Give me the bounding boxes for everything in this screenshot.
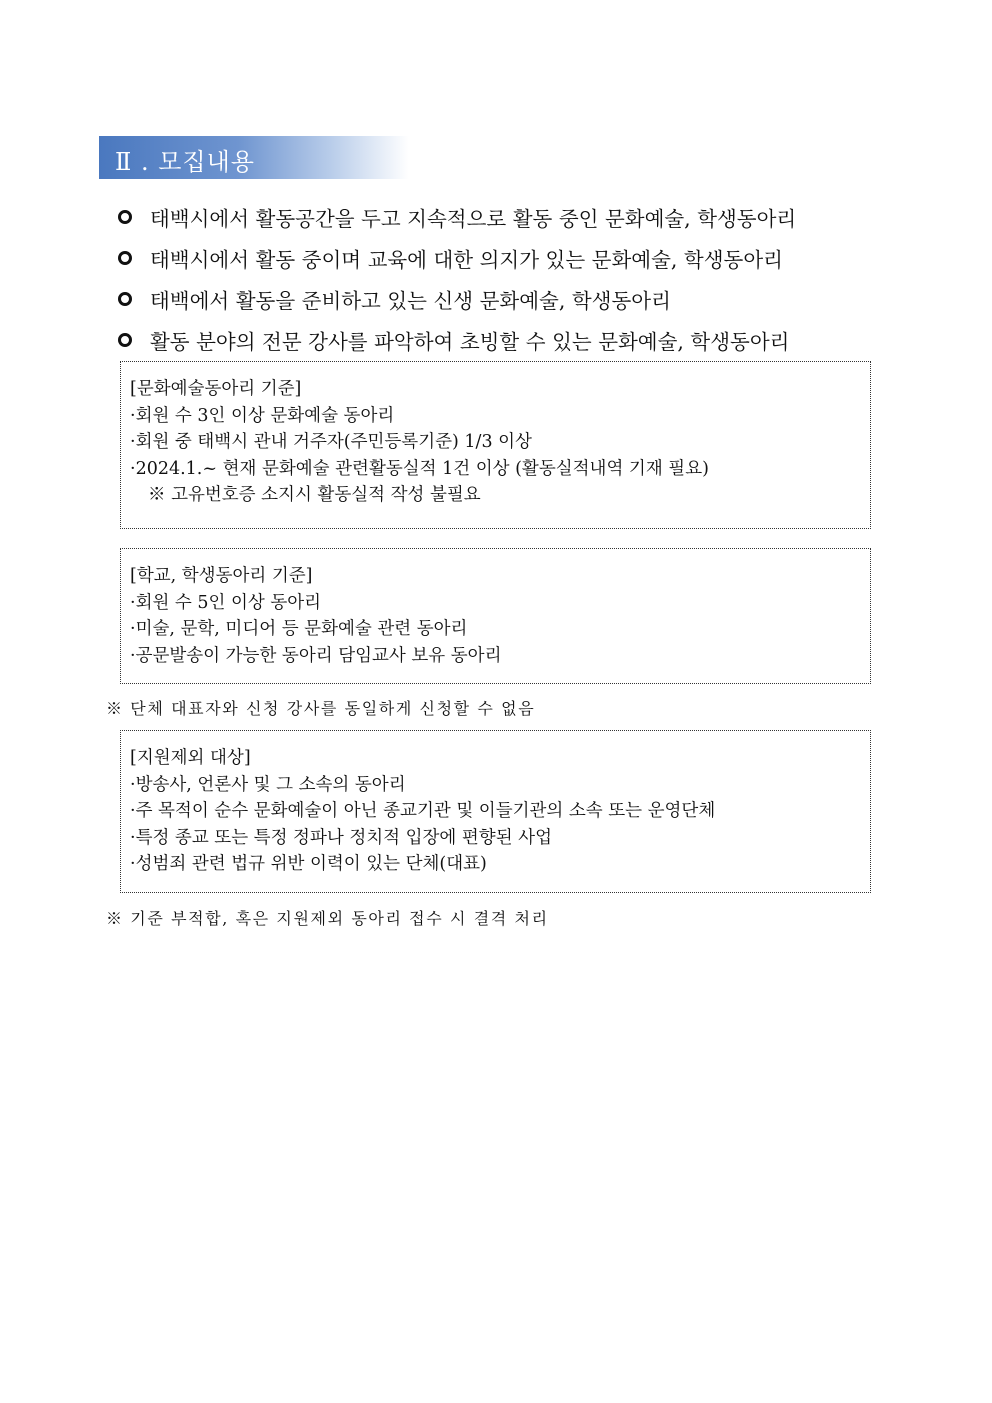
- bullet-text: 태백시에서 활동 중이며 교육에 대한 의지가 있는 문화예술, 학생동아리: [150, 247, 783, 272]
- bullet-text: 태백에서 활동을 준비하고 있는 신생 문화예술, 학생동아리: [150, 288, 671, 313]
- school-club-criteria-box: [120, 548, 871, 684]
- circle-bullet-icon: [118, 210, 132, 224]
- circle-bullet-icon: [118, 251, 132, 265]
- circle-bullet-icon: [118, 292, 132, 306]
- box-title: [지원제외 대상]: [130, 748, 251, 768]
- bullet-item: [118, 237, 878, 278]
- bullet-text: 태백시에서 활동공간을 두고 지속적으로 활동 중인 문화예술, 학생동아리: [150, 206, 797, 231]
- excluded-item: ·주 목적이 순수 문화예술이 아닌 종교기관 및 이들기관의 소속 또는 운영단체: [130, 801, 716, 821]
- box-title: [학교, 학생동아리 기준]: [130, 566, 313, 586]
- excluded-item: ·성범죄 관련 법규 위반 이력이 있는 단체(대표): [130, 854, 487, 874]
- box-title: [문화예술동아리 기준]: [130, 379, 302, 399]
- criteria-item: ·회원 중 태백시 관내 거주자(주민등록기준) 1/3 이상: [130, 432, 532, 452]
- excluded-item: ·특정 종교 또는 특정 정파나 정치적 입장에 편향된 사업: [130, 827, 552, 848]
- bullet-item: [118, 278, 878, 319]
- criteria-item: ·미술, 문학, 미디어 등 문화예술 관련 동아리: [130, 619, 468, 639]
- circle-bullet-icon: [118, 333, 132, 347]
- criteria-item: ·2024.1.~ 현재 문화예술 관련활동실적 1건 이상 (활동실적내역 기재 필요): [130, 458, 709, 479]
- section-header: [99, 136, 409, 179]
- bullet-text: 활동 분야의 전문 강사를 파악하여 초빙할 수 있는 문화예술, 학생동아리: [150, 329, 790, 354]
- excluded-item: ·방송사, 언론사 및 그 소속의 동아리: [130, 774, 406, 795]
- disqualification-note: ※ 기준 부적합, 혹은 지원제외 동아리 접수 시 결격 처리: [106, 909, 549, 928]
- criteria-item: ·회원 수 3인 이상 문화예술 동아리: [130, 405, 395, 426]
- section-title: Ⅱ . 모집내용: [115, 148, 255, 176]
- criteria-subnote: ※ 고유번호증 소지시 활동실적 작성 불필요: [148, 485, 481, 505]
- criteria-item: ·회원 수 5인 이상 동아리: [130, 592, 322, 613]
- culture-club-criteria-box: [120, 361, 871, 529]
- excluded-targets-box: [120, 730, 871, 893]
- representative-note: ※ 단체 대표자와 신청 강사를 동일하게 신청할 수 없음: [106, 699, 536, 718]
- bullet-item: [118, 319, 878, 360]
- criteria-item: ·공문발송이 가능한 동아리 담임교사 보유 동아리: [130, 645, 502, 666]
- recruitment-bullet-list: [118, 196, 878, 360]
- bullet-item: [118, 196, 878, 237]
